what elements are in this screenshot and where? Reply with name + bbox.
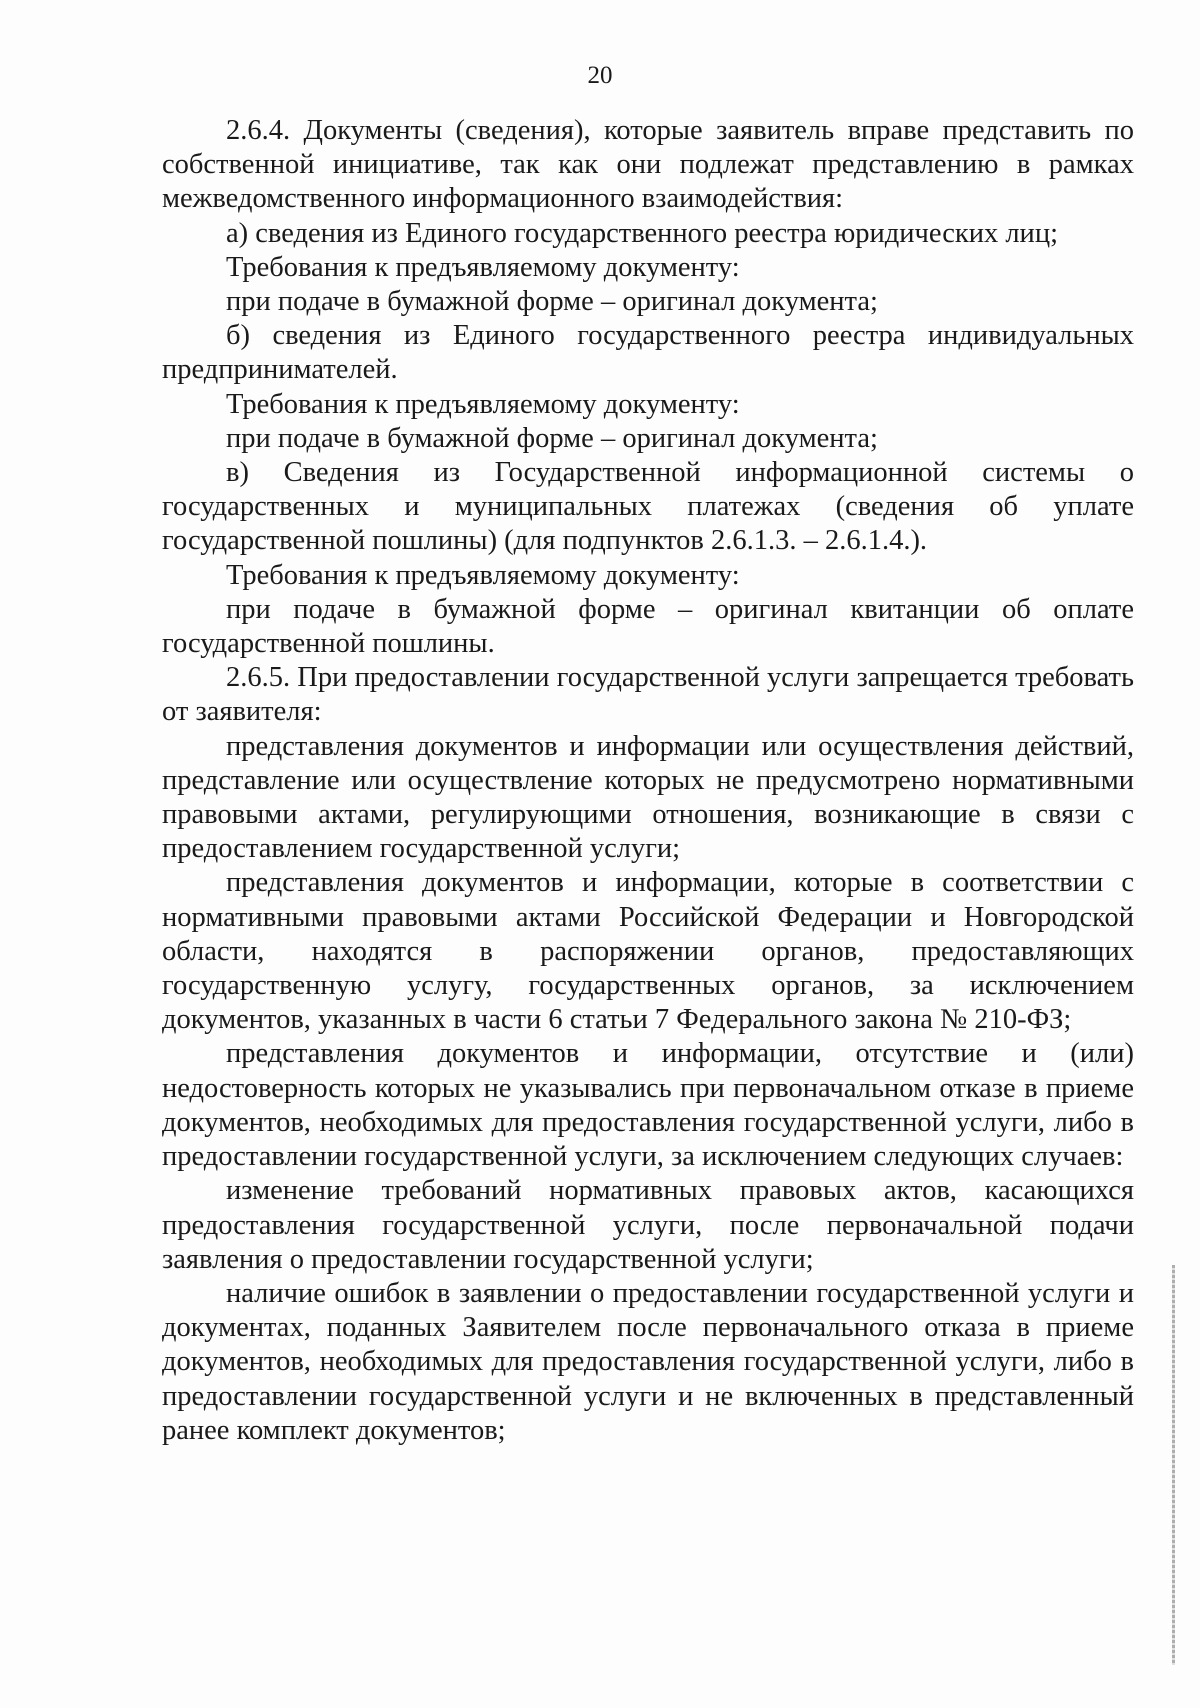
- paragraph-paper-form-b: при подаче в бумажной форме – оригинал документа;: [226, 422, 878, 454]
- paragraph-paper-form-v: при подаче в бумажной форме – оригинал квитанции об оплате государственной пошлины.: [162, 593, 1134, 660]
- paragraph-item-b: б) сведения из Единого государственного реестра индивидуальных предпринимателей.: [162, 320, 1134, 386]
- scan-edge-mark: [1172, 1265, 1175, 1665]
- paragraph-prohibition-3: представления документов и информации, отсутствие и (или) недостоверность которых не указывались при первоначальном отказе в приеме документов, необходимых для предоставления государственной услуги, либо в предоставлении государственной услуги, за исключением следующих случаев:: [162, 1038, 1134, 1173]
- paragraph-2-6-5: 2.6.5. При предоставлении государственной услуги запрещается требовать от заявителя:: [162, 662, 1134, 728]
- paragraph-requirements-a: Требования к предъявляемому документу:: [226, 251, 740, 283]
- paragraph-paper-form-a: при подаче в бумажной форме – оригинал документа;: [226, 286, 878, 318]
- paragraph-prohibition-2: представления документов и информации, которые в соответствии с нормативными правовыми актами Российской Федерации и Новгородской области, находятся в распоряжении органов, предоставляющих государственную услугу, государственных органов, за исключением документов, указанных в части 6 статьи 7 Федерального закона № 210-ФЗ;: [162, 867, 1134, 1036]
- paragraph-requirements-b: Требования к предъявляемому документу:: [226, 388, 740, 420]
- paragraph-exception-2: наличие ошибок в заявлении о предоставлении государственной услуги и документах, поданных Заявителем после первоначального отказа в приеме документов, необходимых для предоставления государственной услуги, либо в предоставлении государственной услуги и не включенных в представленный ранее комплект документов;: [162, 1277, 1134, 1446]
- document-body: [162, 114, 1134, 1448]
- paragraph-requirements-v: Требования к предъявляемому документу:: [226, 559, 740, 591]
- page-number: 20: [587, 62, 613, 89]
- paragraph-exception-1: изменение требований нормативных правовых актов, касающихся предоставления государственной услуги, после первоначальной подачи заявления о предоставлении государственной услуги;: [162, 1175, 1134, 1275]
- paragraph-2-6-4: 2.6.4. Документы (сведения), которые заявитель вправе представить по собственной инициативе, так как они подлежат представлению в рамках межведомственного информационного взаимодействия:: [162, 115, 1134, 215]
- paragraph-item-a: а) сведения из Единого государственного реестра юридических лиц;: [226, 217, 1058, 249]
- paragraph-item-v: в) Сведения из Государственной информационной системы о государственных и муниципальных платежах (сведения об уплате государственной пошлины) (для подпунктов 2.6.1.3. – 2.6.1.4.).: [162, 457, 1134, 557]
- paragraph-prohibition-1: представления документов и информации или осуществления действий, представление или осуществление которых не предусмотрено нормативными правовыми актами, регулирующими отношения, возникающие в связи с предоставлением государственной услуги;: [162, 730, 1134, 865]
